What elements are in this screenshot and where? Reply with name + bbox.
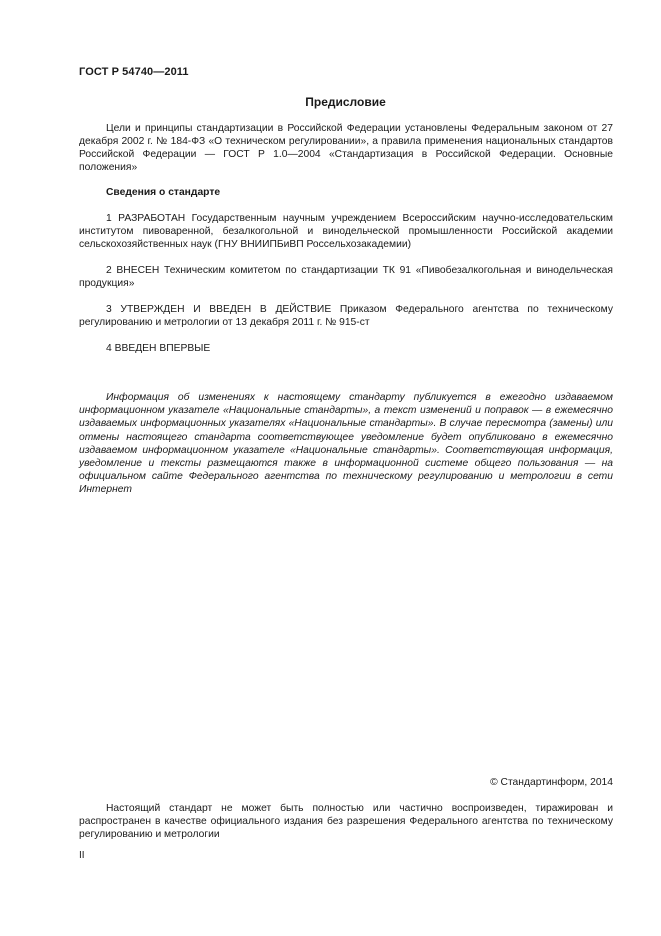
standard-info-item-3: 3 УТВЕРЖДЕН И ВВЕДЕН В ДЕЙСТВИЕ Приказом Федерального агентства по техническому регулированию и метрологии от 13 декабря 2011 г. № 915-ст (79, 304, 613, 328)
page-number: II (79, 850, 85, 861)
preface-title: Предисловие (305, 95, 386, 109)
preface-intro-paragraph: Цели и принципы стандартизации в Российской Федерации установлены Федеральным законом от 27 декабря 2002 г. № 184-ФЗ «О техническом регулировании», а правила применения национальных стандартов Российской Федерации — ГОСТ Р 1.0—2004 «Стандартизация в Российской Федерации. Основные положения» (79, 123, 613, 173)
changes-info-paragraph: Информация об изменениях к настоящему стандарту публикуется в ежегодно издаваемом информационном указателе «Национальные стандарты», а текст изменений и поправок — в ежемесячно издаваемых информационных указателях «Национальные стандарты». В случае пересмотра (замены) или отмены настоящего стандарта соответствующее уведомление будет опубликовано в ежемесячно издаваемом информационном указателе «Национальные стандарты». Соответствующая информация, уведомление и тексты размещаются также в информационной системе общего пользования — на официальном сайте Федерального агентства по техническому регулированию и метрологии в сети Интернет (79, 392, 613, 496)
standard-info-heading: Сведения о стандарте (106, 187, 221, 198)
document-code: ГОСТ Р 54740—2011 (79, 66, 189, 78)
reproduction-notice: Настоящий стандарт не может быть полностью или частично воспроизведен, тиражирован и распространен в качестве официального издания без разрешения Федерального агентства по техническому регулированию и метрологии (79, 803, 613, 840)
standard-info-item-1: 1 РАЗРАБОТАН Государственным научным учреждением Всероссийским научно-исследовательским институтом пивоваренной, безалкогольной и винодельческой промышленности Российской академии сельскохозяйственных наук (ГНУ ВНИИПБиВП Россельхозакадемии) (79, 213, 613, 250)
standard-info-item-4: 4 ВВЕДЕН ВПЕРВЫЕ (106, 343, 211, 354)
copyright-notice: © Стандартинформ, 2014 (490, 777, 613, 788)
standard-info-item-2: 2 ВНЕСЕН Техническим комитетом по стандартизации ТК 91 «Пивобезалкогольная и винодельческая продукция» (79, 265, 613, 289)
